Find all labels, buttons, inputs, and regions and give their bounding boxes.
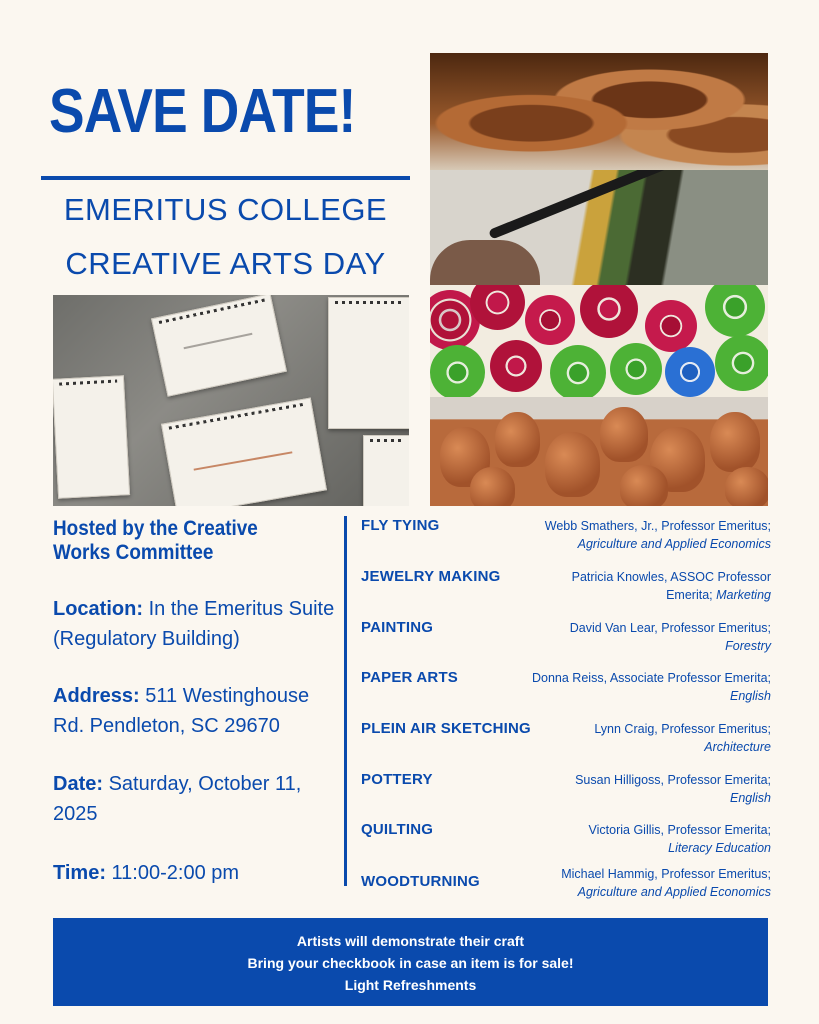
column-divider (344, 516, 347, 886)
time-value: 11:00-2:00 pm (111, 862, 240, 884)
address-block (53, 681, 343, 741)
info-banner (53, 918, 768, 1006)
activity-presenter: David Van Lear, Professor Emeritus; Forestry (569, 621, 771, 653)
date-value: Saturday, October 11, 2025 (53, 773, 302, 825)
activity-presenter: Michael Hammig, Professor Emeritus; Agriculture and Applied Economics (561, 867, 771, 899)
address-label: Address: (53, 685, 140, 707)
sketchbooks-photo (53, 295, 409, 506)
activity-presenter: Donna Reiss, Associate Professor Emerita; English (532, 671, 771, 703)
activity-name: QUILTING (361, 821, 434, 838)
activity-name: PAPER ARTS (361, 669, 459, 686)
banner-line-checkbook: Bring your checkbook in case an item is for sale! (247, 955, 574, 971)
time-block (53, 858, 343, 888)
paper-roses-photo (430, 285, 768, 397)
activity-presenter: Victoria Gillis, Professor Emerita; Literacy Education (588, 823, 771, 855)
location-label: Location: (53, 598, 143, 620)
page-title: SAVE DATE! (49, 77, 356, 146)
location-value: In the Emeritus Suite (Regulatory Building) (53, 598, 335, 650)
wooden-bowls-photo (430, 53, 768, 170)
date-label: Date: (53, 773, 104, 795)
hosted-by-heading: Hosted by the Creative Works Committee (53, 517, 258, 564)
painting-photo (430, 170, 768, 285)
activity-presenter: Webb Smathers, Jr., Professor Emeritus; Agriculture and Applied Economics (544, 519, 771, 551)
event-subtitle-line1: EMERITUS COLLEGE (63, 192, 388, 227)
event-subtitle-line2: CREATIVE ARTS DAY (65, 246, 386, 281)
date-block (53, 769, 343, 829)
activity-presenter: Patricia Knowles, ASSOC Professor Emerita; Marketing (571, 570, 771, 602)
banner-line-refreshments: Light Refreshments (344, 977, 477, 993)
activity-presenter: Susan Hilligoss, Professor Emerita; English (575, 773, 771, 805)
address-value: 511 Westinghouse Rd. Pendleton, SC 29670 (53, 685, 310, 737)
time-label: Time: (53, 862, 106, 884)
activity-name: PAINTING (361, 619, 434, 636)
activity-name: FLY TYING (361, 517, 440, 534)
activity-name: JEWELRY MAKING (361, 568, 501, 585)
clay-pots-photo (430, 397, 768, 506)
activity-name: PLEIN AIR SKETCHING (361, 720, 531, 737)
activity-name: POTTERY (361, 771, 433, 788)
activity-presenter: Lynn Craig, Professor Emeritus; Architecture (594, 722, 771, 754)
banner-line-demo: Artists will demonstrate their craft (296, 933, 525, 949)
location-block (53, 594, 343, 654)
activity-name: WOODTURNING (361, 873, 480, 890)
title-divider (41, 176, 410, 180)
